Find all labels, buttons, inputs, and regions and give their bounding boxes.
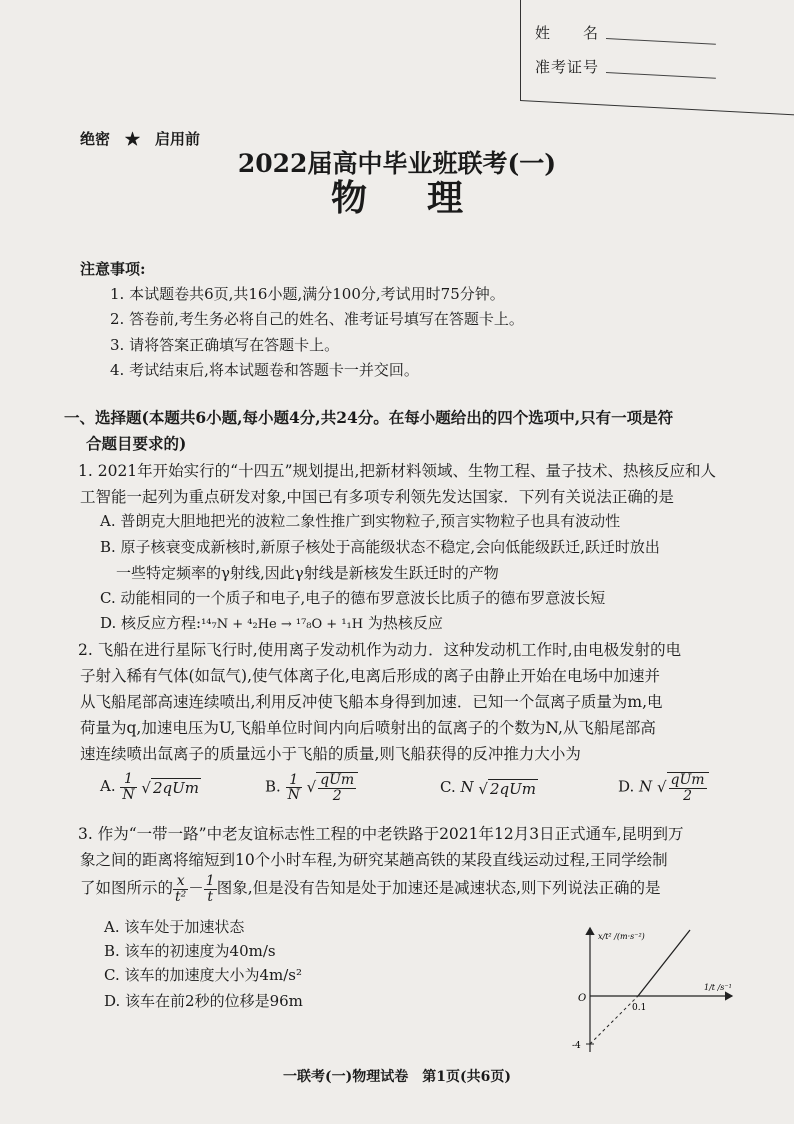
fraction: [318, 773, 356, 803]
variable-n: N: [639, 777, 653, 796]
fraction: [286, 773, 302, 803]
sqrt-expr: √ 2qUm: [141, 778, 199, 797]
q3-stem-suffix: 图象,但是没有告知是处于加速还是减速状态,则下列说法正确的是: [216, 879, 661, 898]
q3-stem: 象之间的距离将缩短到10个小时车程,为研究某趟高铁的某段直线运动过程,王同学绘制: [80, 851, 668, 869]
y-tick-label: -4: [572, 1041, 581, 1051]
exam-id-label: 准考证号: [535, 58, 600, 76]
denominator: 2: [683, 787, 692, 804]
denominator: t: [207, 888, 214, 905]
q3-option-d: D. 该车在前2秒的位移是96m: [104, 992, 303, 1010]
q1-stem: 工智能一起列为重点研发对象,中国已有多项专利领先发达国家．下列有关说法正确的是: [80, 488, 674, 506]
option-label: C.: [440, 778, 456, 796]
q3-stem: 3. 作为“一带一路”中老友谊标志性工程的中老铁路于2021年12月3日正式通车,昆明到万: [78, 825, 684, 843]
exam-title: 2022届高中毕业班联考(一): [237, 149, 557, 178]
section-heading-cont: 合题目要求的): [86, 434, 187, 453]
q1-option-d-suffix: 为热核反应: [367, 614, 443, 632]
minus-sign: －: [188, 879, 204, 898]
q1-stem: 1. 2021年开始实行的“十四五”规划提出,把新材料领域、生物工程、量子技术、热核反应和人: [78, 462, 716, 480]
q1-option-b-cont: 一些特定频率的γ射线,因此γ射线是新核发生跃迁时的产物: [116, 564, 499, 582]
numerator: x: [173, 874, 188, 890]
denominator: N: [122, 786, 135, 803]
q2-option-a: [100, 772, 201, 802]
sqrt-expr: √ $\frac{\text{qUm}}{2}$: [657, 772, 709, 803]
q3-option-c: C. 该车的加速度大小为4m/s²: [104, 966, 303, 984]
y-axis-label: x/t² /(m·s⁻²): [598, 932, 645, 941]
option-label: B.: [265, 777, 281, 796]
q2-stem: 从飞船尾部高速连续喷出,利用反冲使飞船本身得到加速．已知一个氙离子质量为m,电: [80, 693, 663, 711]
notice-item: 1. 本试题卷共6页,共16小题,满分100分,考试用时75分钟。: [110, 285, 505, 303]
radicand: 2qUm: [489, 779, 536, 798]
q1-option-d: [100, 612, 443, 633]
sqrt-expr: √ $\frac{\text{qUm}}{2}$: [307, 772, 359, 803]
name-label: 姓 名: [535, 24, 600, 42]
radicand: [316, 772, 358, 803]
notice-item: 4. 考试结束后,将本试题卷和答题卡一并交回。: [110, 361, 419, 379]
q3-stem-with-formula: [80, 874, 661, 904]
section-heading: 一、选择题(本题共6小题,每小题4分,共24分。在每小题给出的四个选项中,只有一项是符: [64, 408, 674, 427]
numerator: 1: [205, 873, 215, 889]
q3-stem-prefix: 了如图所示的: [80, 879, 174, 898]
q2-stem: 子射入稀有气体(如氙气),使气体离子化,电离后形成的离子由静止开始在电场中加速并: [80, 667, 660, 685]
x-tick-label: 0.1: [632, 1003, 647, 1013]
numerator: 1: [286, 773, 302, 789]
graph-line: [638, 930, 690, 996]
notice-item: 3. 请将答案正确填写在答题卡上。: [110, 336, 340, 354]
q2-stem: 速连续喷出氙离子的质量远小于飞船的质量,则飞船获得的反冲推力大小为: [80, 745, 581, 763]
q2-stem: 荷量为q,加速电压为U,飞船单位时间内向后喷射出的氙离子的个数为N,从飞船尾部高: [80, 719, 656, 737]
denominator: N: [287, 787, 300, 804]
nuclear-equation: ¹⁴₇N + ⁴₂He → ¹⁷₈O + ¹₁H: [201, 617, 364, 632]
radicand: [667, 772, 709, 803]
notice-item: 2. 答卷前,考生务必将自己的姓名、准考证号填写在答题卡上。: [110, 310, 524, 328]
notice-heading: 注意事项:: [80, 260, 146, 278]
xt-graph: [572, 924, 742, 1056]
subject-title: 物理: [330, 177, 523, 219]
q1-option-d-prefix: D. 核反应方程:: [100, 614, 202, 632]
page-footer: 一联考(一)物理试卷 第1页(共6页): [283, 1069, 511, 1085]
fraction: [120, 772, 136, 802]
option-label: D.: [618, 777, 635, 796]
q2-option-d: [618, 772, 709, 803]
q1-option-b: B. 原子核衰变成新核时,新原子核处于高能级状态不稳定,会向低能级跃迁,跃迁时放出: [100, 538, 660, 556]
option-label: A.: [100, 777, 116, 796]
numerator: qUm: [670, 772, 705, 788]
numerator: 1: [120, 772, 136, 788]
fraction: [173, 874, 188, 904]
q2-stem: 2. 飞船在进行星际飞行时,使用离子发动机作为动力．这种发动机工作时,由电极发射的电: [78, 641, 682, 659]
q2-option-c: [440, 778, 538, 798]
secret-mark: 绝密 ★ 启用前: [80, 130, 201, 148]
denominator: 2: [332, 787, 342, 804]
dashed-extension: [590, 996, 638, 1044]
q3-option-b: B. 该车的初速度为40m/s: [104, 942, 276, 960]
radicand: 2qUm: [152, 778, 199, 797]
sqrt-expr: √ 2qUm: [478, 779, 536, 798]
q2-option-b: [265, 772, 358, 803]
x-axis-label: 1/t /s⁻¹: [704, 983, 732, 992]
variable-n: N: [460, 778, 474, 796]
denominator: t²: [175, 888, 187, 905]
q3-option-a: A. 该车处于加速状态: [104, 918, 245, 936]
origin-label: O: [578, 993, 587, 1004]
fraction: [204, 874, 217, 904]
numerator: qUm: [320, 772, 355, 788]
q1-option-a: A. 普朗克大胆地把光的波粒二象性推广到实物粒子,预言实物粒子也具有波动性: [100, 512, 621, 530]
q1-option-c: C. 动能相同的一个质子和电子,电子的德布罗意波长比质子的德布罗意波长短: [100, 589, 606, 607]
fraction: [669, 773, 707, 803]
